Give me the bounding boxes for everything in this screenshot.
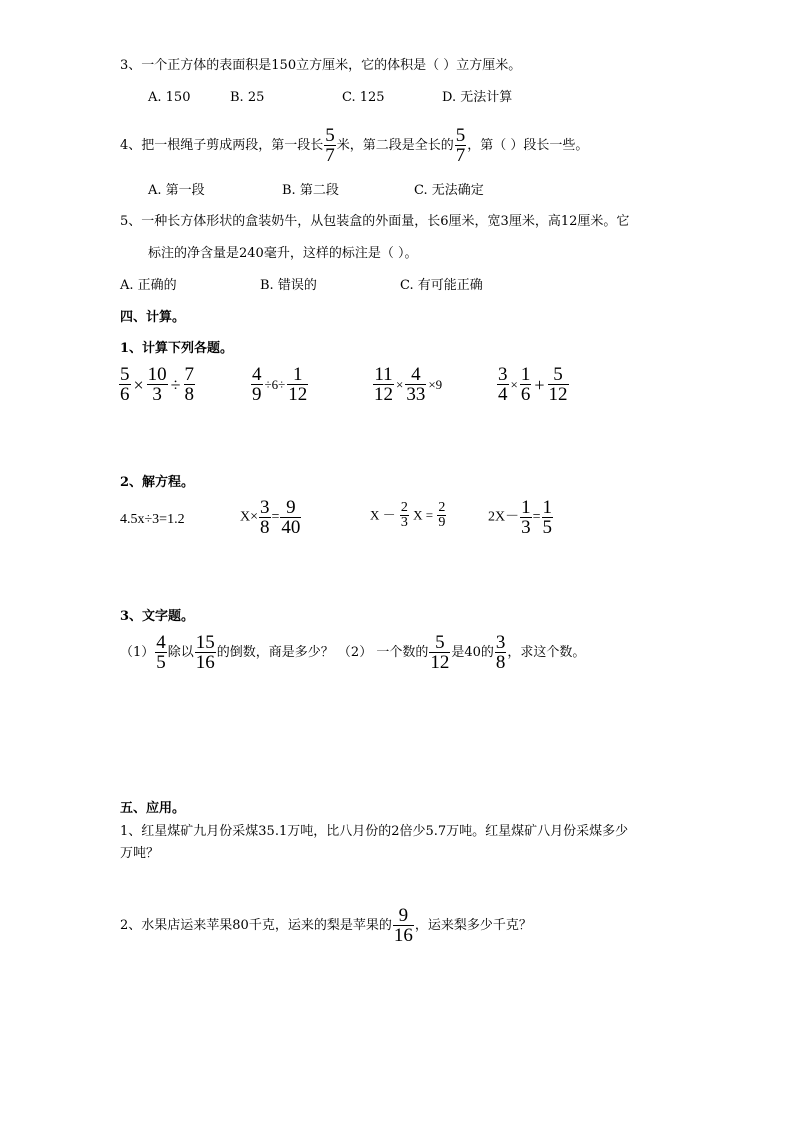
equation-2: X× $\frac{3}{8}$ = $\frac{9}{40}$ <box>240 497 301 538</box>
q4-text-1: 4、把一根绳子剪成两段，第一段长 <box>120 138 324 153</box>
word-problems: （1） $\frac{4}{5}$ 除以 $\frac{15}{16}$ 的倒数，商是多少？ （2） 一个数的 $\frac{5}{12}$ 是40的 $\frac{3}{8}$ ，求这个数。 <box>120 632 586 673</box>
fraction: $\frac{11}{12}$ <box>374 364 393 405</box>
q4-fraction-second: $\frac{5}{7}$ <box>455 125 466 166</box>
q3-option-a: A. 150 <box>148 90 191 105</box>
q3-option-b: B. 25 <box>230 90 265 105</box>
fraction: $\frac{9}{40}$ <box>281 497 301 538</box>
q3-option-d: D. 无法计算 <box>442 90 513 105</box>
q5-option-c: C. 有可能正确 <box>400 278 483 293</box>
q4-text-3: ，第（ ）段长一些。 <box>467 138 589 153</box>
equation-1: 4.5x÷3=1.2 <box>120 512 185 527</box>
q3-option-c: C. 125 <box>342 90 385 105</box>
q5-option-a: A. 正确的 <box>120 278 177 293</box>
fraction: $\frac{1}{5}$ <box>542 497 553 538</box>
equation-title: 2、解方程。 <box>120 475 195 490</box>
section-5-title: 五、应用。 <box>120 801 186 816</box>
fraction: $\frac{5}{12}$ <box>430 632 450 673</box>
fraction: $\frac{5}{6}$ <box>120 364 130 405</box>
fraction: $\frac{1}{12}$ <box>288 364 308 405</box>
fraction: $\frac{2}{9}$ <box>438 500 446 530</box>
equation-3: X － $\frac{2}{3}$ X = $\frac{2}{9}$ <box>370 500 446 530</box>
q5-option-b: B. 错误的 <box>260 278 317 293</box>
q4-stem <box>120 126 588 165</box>
fraction: $\frac{15}{16}$ <box>195 632 215 673</box>
section-4-title: 四、计算。 <box>120 310 186 325</box>
fraction: $\frac{3}{8}$ <box>495 632 506 673</box>
fraction: $\frac{4}{5}$ <box>156 632 166 673</box>
q4-option-c: C. 无法确定 <box>414 183 484 198</box>
fraction: $\frac{9}{16}$ <box>393 905 413 946</box>
fraction: $\frac{7}{8}$ <box>184 364 195 405</box>
q3-stem: 3、一个正方体的表面积是150立方厘米，它的体积是（ ）立方厘米。 <box>120 58 522 73</box>
application-2: 2、水果店运来苹果80千克，运来的梨是苹果的 $\frac{9}{16}$ ，运来梨多少千克？ <box>120 905 532 946</box>
calc-expression-2: $\frac{4}{9}$ ÷6÷ $\frac{1}{12}$ <box>252 364 308 405</box>
q5-line-1: 5、一种长方体形状的盒装奶牛，从包装盒的外面量，长6厘米，宽3厘米，高12厘米。它 <box>120 214 630 229</box>
word-problem-title: 3、文字题。 <box>120 609 195 624</box>
calc-expression-3: $\frac{11}{12}$ × $\frac{4}{33}$ ×9 <box>374 364 443 405</box>
q4-option-b: B. 第二段 <box>282 183 339 198</box>
application-1-line-1: 1、红星煤矿九月份采煤35.1万吨，比八月份的2倍少5.7万吨。红星煤矿八月份采煤多少 <box>120 824 629 839</box>
fraction: $\frac{2}{3}$ <box>400 500 408 530</box>
fraction: $\frac{4}{9}$ <box>252 364 262 405</box>
calc-expression-4: $\frac{3}{4}$ × $\frac{1}{6}$ + $\frac{5}{12}$ <box>498 364 568 405</box>
fraction: $\frac{5}{12}$ <box>548 364 568 405</box>
q4-fraction-first: $\frac{5}{7}$ <box>325 125 335 166</box>
application-1-line-2: 万吨？ <box>120 846 160 861</box>
calc-title: 1、计算下列各题。 <box>120 341 234 356</box>
fraction: $\frac{1}{3}$ <box>521 497 531 538</box>
q4-text-2: 米，第二段是全长的 <box>336 138 454 153</box>
calc-expression-1: $\frac{5}{6}$ × $\frac{10}{3}$ ÷ $\frac{7}{8}$ <box>120 364 195 405</box>
q5-line-2: 标注的净含量是240毫升，这样的标注是（ ）。 <box>148 246 418 261</box>
fraction: $\frac{4}{33}$ <box>406 364 426 405</box>
fraction: $\frac{1}{6}$ <box>520 364 531 405</box>
q4-option-a: A. 第一段 <box>148 183 205 198</box>
fraction: $\frac{10}{3}$ <box>147 364 167 405</box>
fraction: $\frac{3}{8}$ <box>260 497 270 538</box>
fraction: $\frac{3}{4}$ <box>498 364 508 405</box>
equation-4: 2X－ $\frac{1}{3}$ = $\frac{1}{5}$ <box>488 497 553 538</box>
